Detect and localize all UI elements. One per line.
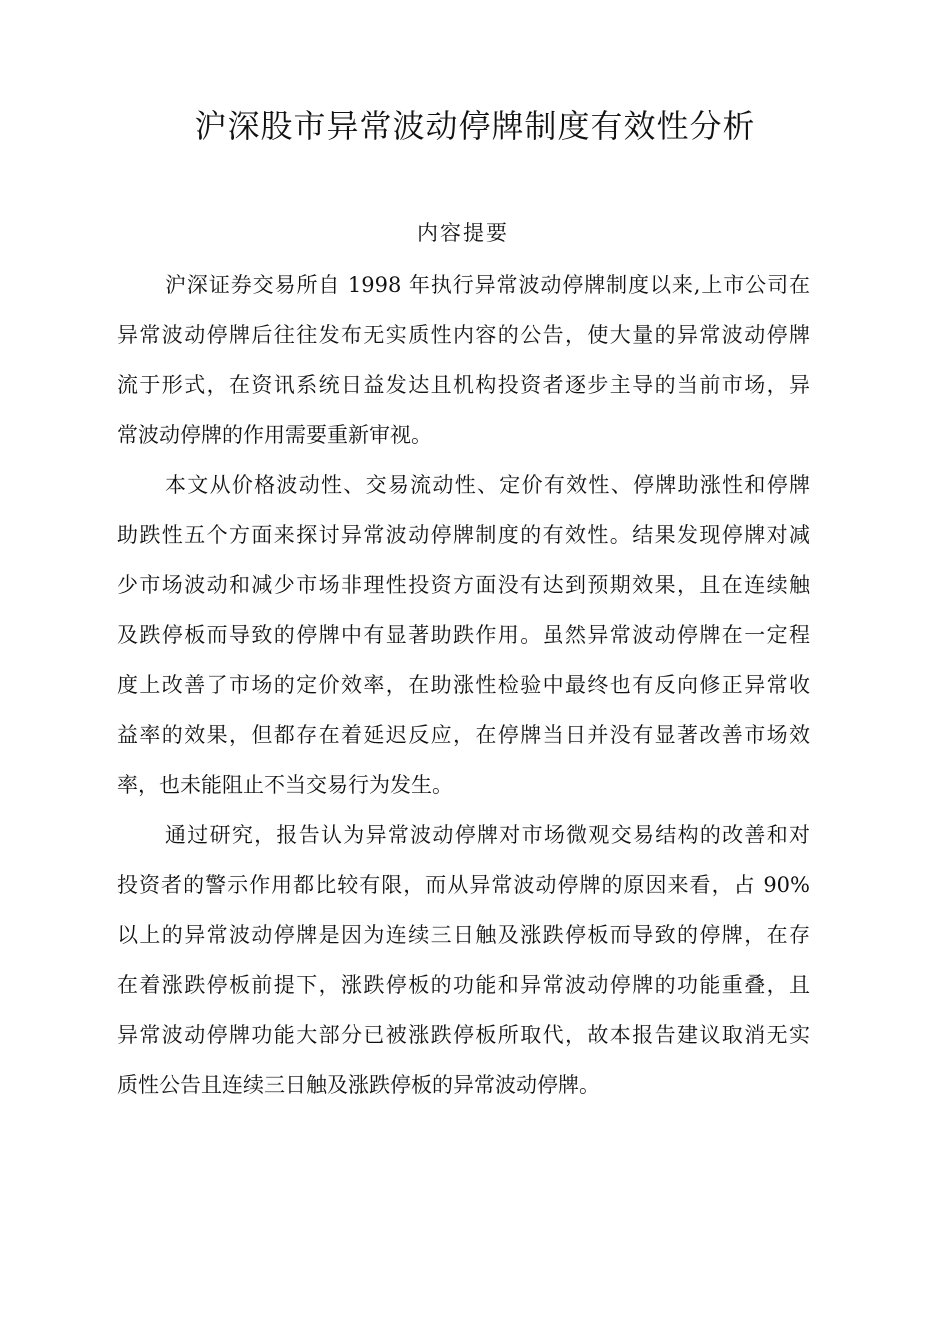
paragraph-2-line: 益率的效果，但都存在着延迟反应，在停牌当日并没有显著改善市场效 [117, 723, 810, 747]
paragraph-1-line: 常波动停牌的作用需要重新审视。 [117, 423, 432, 447]
paragraph-3-line: 在着涨跌停板前提下，涨跌停板的功能和异常波动停牌的功能重叠，且 [117, 973, 810, 997]
paragraph-2-line: 及跌停板而导致的停牌中有显著助跌作用。虽然异常波动停牌在一定程 [117, 623, 810, 647]
paragraph-1-line: 沪深证券交易所自 1998 年执行异常波动停牌制度以来,上市公司在 [165, 273, 810, 297]
paragraph-3-line: 通过研究，报告认为异常波动停牌对市场微观交易结构的改善和对 [165, 823, 810, 847]
document-title: 沪深股市异常波动停牌制度有效性分析 [194, 107, 756, 145]
paragraph-3-line: 质性公告且连续三日触及涨跌停板的异常波动停牌。 [117, 1073, 600, 1097]
paragraph-1-line: 流于形式，在资讯系统日益发达且机构投资者逐步主导的当前市场，异 [117, 373, 810, 397]
paragraph-2-line: 度上改善了市场的定价效率，在助涨性检验中最终也有反向修正异常收 [117, 673, 810, 697]
paragraph-3-line: 投资者的警示作用都比较有限，而从异常波动停牌的原因来看，占 90% [117, 873, 810, 897]
paragraph-2-line: 率，也未能阻止不当交易行为发生。 [117, 773, 453, 797]
paragraph-1-line: 异常波动停牌后往往发布无实质性内容的公告，使大量的异常波动停牌 [117, 323, 810, 347]
paragraph-2-line: 助跌性五个方面来探讨异常波动停牌制度的有效性。结果发现停牌对减 [117, 523, 810, 547]
paragraph-3-line: 异常波动停牌功能大部分已被涨跌停板所取代，故本报告建议取消无实 [117, 1023, 810, 1047]
paragraph-3-line: 以上的异常波动停牌是因为连续三日触及涨跌停板而导致的停牌，在存 [117, 923, 810, 947]
paragraph-2-line: 少市场波动和减少市场非理性投资方面没有达到预期效果，且在连续触 [117, 573, 810, 597]
paragraph-2-line: 本文从价格波动性、交易流动性、定价有效性、停牌助涨性和停牌 [165, 473, 810, 497]
abstract-heading: 内容提要 [417, 221, 509, 245]
